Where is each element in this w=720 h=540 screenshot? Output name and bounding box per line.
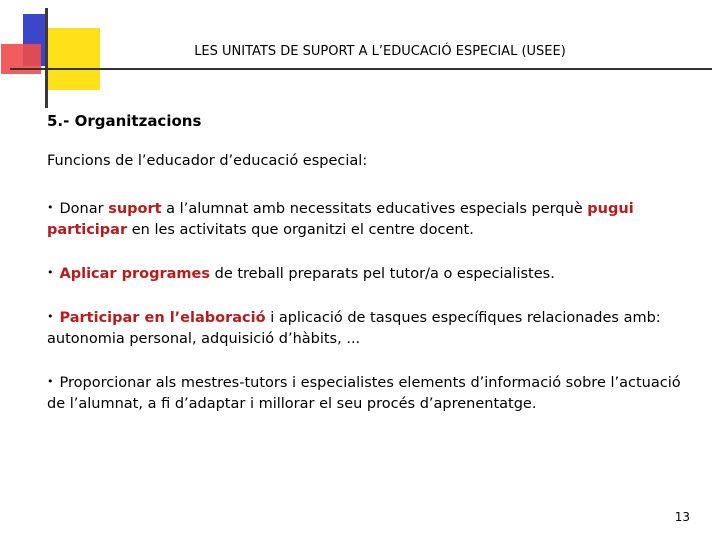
bullet-icon: • [47,201,54,214]
list-item [47,371,687,415]
item-text: a l’alumnat amb necessitats educatives especials perquè [161,201,588,217]
decor-vertical-line [45,8,48,108]
list-item [47,306,687,350]
slide-title: LES UNITATS DE SUPORT A L’EDUCACIÓ ESPECIAL (USEE) [194,44,566,59]
section-heading: 5.- Organitzacions [47,112,202,130]
bullet-icon: • [47,310,54,323]
list-item [47,197,687,241]
item-highlight: Aplicar programes [59,266,211,282]
item-text: de treball preparats pel tutor/a o especialistes. [210,266,555,282]
decor-horizontal-line [10,68,712,70]
item-highlight: Participar en l’elaboració [59,310,266,326]
bullet-icon: • [47,375,54,388]
item-text: en les activitats que organitzi el centre docent. [127,222,474,238]
page-number: 13 [674,510,690,524]
bullet-icon: • [47,266,54,279]
decor-yellow-square [48,28,100,90]
item-text: Donar [59,201,109,217]
list-item [47,262,687,285]
item-text: Proporcionar als mestres-tutors i especialistes elements d’informació sobre l’actuació de l’alumnat, a fi d’adaptar i millorar el seu procés d’aprenentatge. [47,375,681,412]
item-highlight: suport [108,201,162,217]
intro-text: Funcions de l’educador d’educació especial: [47,153,368,169]
item-highlight: pugui participar [47,201,634,238]
item-text: i aplicació de tasques específiques relacionades amb: autonomia personal, adquisició d’hàbits, ... [47,310,661,347]
